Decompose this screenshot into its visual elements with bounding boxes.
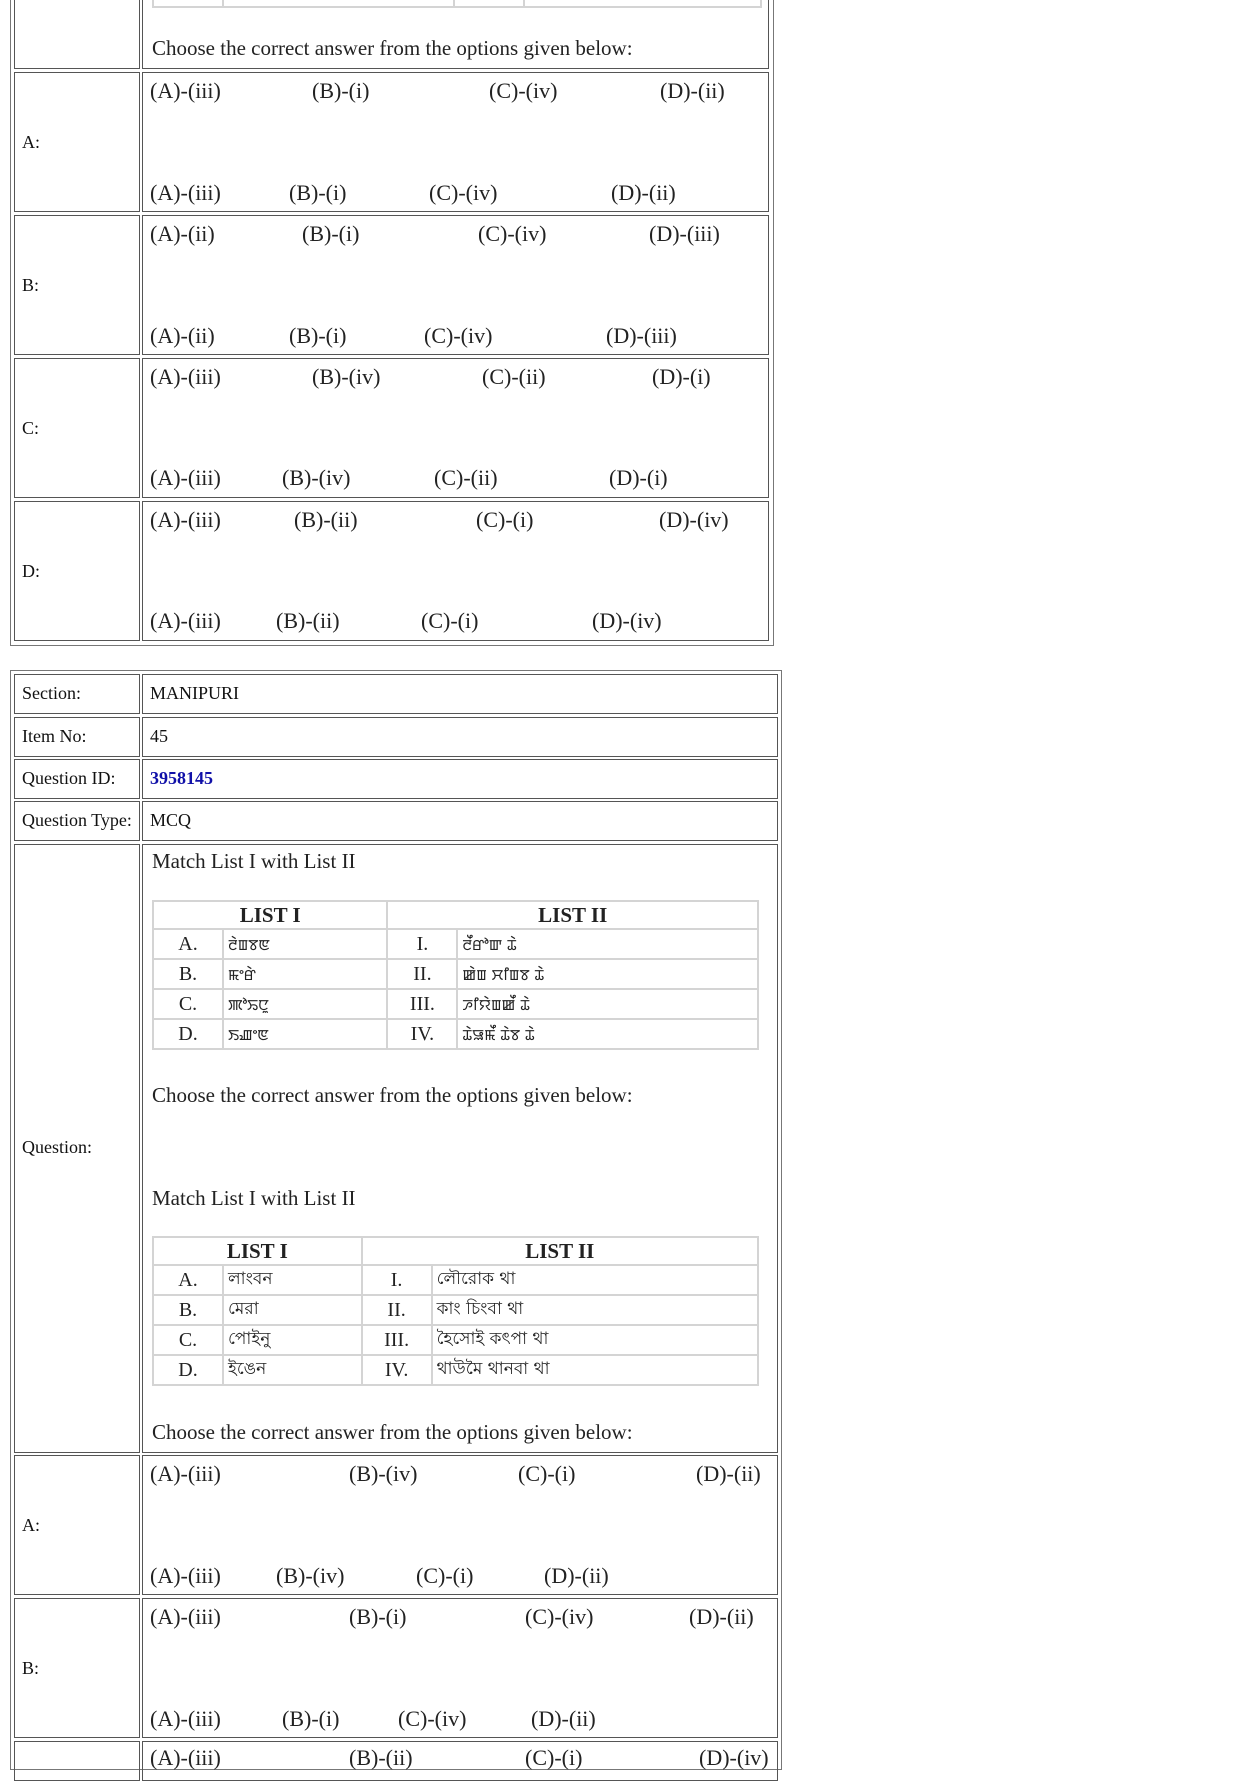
item-no-value-cell [142,717,778,757]
prev-option-a-label: A: [22,132,40,152]
option-text: (B)-(i) [289,323,347,348]
list1-value: লাংবন [223,1265,362,1295]
option-c-label-cell [14,1741,140,1781]
list2-key: III. [362,1325,432,1355]
list2-value: ꯍꯤꯌꯥꯡꯀꯩ ꯊꯥ [457,989,758,1019]
list1-value: ইঙেন [223,1355,362,1385]
question-type-value-cell [142,801,778,841]
question-label: Question: [22,1137,92,1157]
list1-value: পোইনু [223,1325,362,1355]
list1-header: LIST I [153,901,387,929]
option-text: (D)-(ii) [660,78,725,103]
table-row [153,1355,758,1385]
item-no-label: Item No: [22,726,87,746]
list1-key: D. [153,1355,223,1385]
option-text: (A)-(iii) [150,465,221,490]
prev-option-d-label: D: [22,561,40,581]
list2-value: লৌরোক থা [432,1265,758,1295]
option-text: (B)-(iv) [349,1461,418,1486]
option-text: (B)-(i) [349,1604,407,1629]
list1-value: ꯄꯣꯢꯅꯨ [223,989,387,1019]
match-text: Match List I with List II [152,849,356,873]
list1-key: D. [153,1019,223,1049]
list1-key: C. [153,1325,223,1355]
option-text: (A)-(iii) [150,1745,221,1770]
section-label: Section: [22,683,81,703]
option-text: (D)-(i) [652,364,711,389]
option-text: (A)-(ii) [150,221,215,246]
option-text: (A)-(iii) [150,608,221,633]
option-text: (A)-(iii) [150,78,221,103]
list-table-meitei [152,900,759,1050]
option-text: (A)-(iii) [150,1563,221,1588]
list1-key: B. [153,1295,223,1325]
list2-value: ꯀꯥꯡ ꯆꯤꯡꯕ ꯊꯥ [457,959,758,989]
option-text: (D)-(iii) [649,221,720,246]
list1-value: মেরা [223,1295,362,1325]
list2-header: LIST II [387,901,758,929]
option-text: (D)-(i) [609,465,668,490]
table-row [153,989,758,1019]
list2-key: IV. [362,1355,432,1385]
option-text: (C)-(i) [421,608,479,633]
option-text: (A)-(iii) [150,507,221,532]
option-text: (A)-(ii) [150,323,215,348]
option-text: (C)-(i) [416,1563,474,1588]
table-row [153,1265,758,1295]
list2-key: I. [362,1265,432,1295]
list2-header: LIST II [362,1237,758,1265]
option-b-label: B: [22,1658,40,1678]
option-text: (A)-(iii) [150,364,221,389]
list1-key: B. [153,959,223,989]
option-text: (B)-(i) [312,78,370,103]
list1-key: A. [153,929,223,959]
list2-key: II. [387,959,457,989]
option-text: (A)-(iii) [150,180,221,205]
list2-value: ꯊꯥꯎꯃꯩ ꯊꯥꯕ ꯊꯥ [457,1019,758,1049]
option-text: (D)-(ii) [689,1604,754,1629]
option-text: (B)-(ii) [294,507,358,532]
item-no-value: 45 [150,726,168,746]
list1-value: ꯃꯦꯔꯥ [223,959,387,989]
table-row [153,1295,758,1325]
list1-header: LIST I [153,1237,362,1265]
option-text: (D)-(iv) [592,608,662,633]
list2-key: IV. [387,1019,457,1049]
list2-value: কাং চিংবা থা [432,1295,758,1325]
table-row [153,1325,758,1355]
option-text: (C)-(iv) [478,221,547,246]
option-text: (B)-(ii) [276,608,340,633]
option-text: (D)-(iii) [606,323,677,348]
option-text: (C)-(i) [525,1745,583,1770]
list-table-bengali [152,1236,759,1386]
option-text: (D)-(ii) [611,180,676,205]
option-text: (B)-(i) [302,221,360,246]
prev-question-label-cell [14,0,140,69]
option-c-cutoff [142,1741,778,1770]
list1-value: ꯂꯥꯡꯕꯟ [223,929,387,959]
option-text: (B)-(iv) [276,1563,345,1588]
question-id-value-cell [142,759,778,799]
table-row [153,929,758,959]
option-text: (A)-(iii) [150,1604,221,1629]
list2-value: থাউমৈ থানবা থা [432,1355,758,1385]
list2-value: হৈসোই কৎপা থা [432,1325,758,1355]
choose-text-1: Choose the correct answer from the options given below: [152,1083,633,1107]
table-row [153,1019,758,1049]
match-text-2: Match List I with List II [152,1186,356,1210]
option-text: (D)-(iv) [699,1745,769,1770]
option-text: (D)-(ii) [696,1461,761,1486]
option-text: (D)-(ii) [544,1563,609,1588]
option-text: (C)-(iv) [398,1706,467,1731]
option-text: (A)-(iii) [150,1706,221,1731]
option-text: (B)-(i) [289,180,347,205]
list1-key: A. [153,1265,223,1295]
prev-option-b-label: B: [22,275,40,295]
option-a-label: A: [22,1515,40,1535]
option-text: (C)-(i) [476,507,534,532]
list2-value: ꯂꯩꯔꯣꯛ ꯊꯥ [457,929,758,959]
section-value: MANIPURI [150,683,240,703]
option-text: (C)-(i) [518,1461,576,1486]
choose-text-2: Choose the correct answer from the options given below: [152,1420,633,1444]
option-text: (A)-(iii) [150,1461,221,1486]
list1-value: ꯏꯉꯦꯟ [223,1019,387,1049]
option-text: (B)-(iv) [282,465,351,490]
list2-key: III. [387,989,457,1019]
option-text: (C)-(iv) [424,323,493,348]
option-text: (C)-(ii) [482,364,546,389]
option-text: (B)-(ii) [349,1745,413,1770]
question-type-value: MCQ [150,810,192,830]
option-text: (C)-(iv) [525,1604,594,1629]
list1-key: C. [153,989,223,1019]
option-text: (C)-(iv) [429,180,498,205]
question-id-label: Question ID: [22,768,116,788]
option-text: (B)-(iv) [312,364,381,389]
question-type-label: Question Type: [22,810,132,830]
list2-key: II. [362,1295,432,1325]
option-text: (C)-(ii) [434,465,498,490]
question-id-value: 3958145 [150,768,213,788]
option-text: (D)-(iv) [659,507,729,532]
table-row [153,959,758,989]
prev-choose-text: Choose the correct answer from the options given below: [152,36,633,60]
option-text: (D)-(ii) [531,1706,596,1731]
option-text: (B)-(i) [282,1706,340,1731]
option-text: (C)-(iv) [489,78,558,103]
list2-key: I. [387,929,457,959]
prev-option-c-label: C: [22,418,40,438]
